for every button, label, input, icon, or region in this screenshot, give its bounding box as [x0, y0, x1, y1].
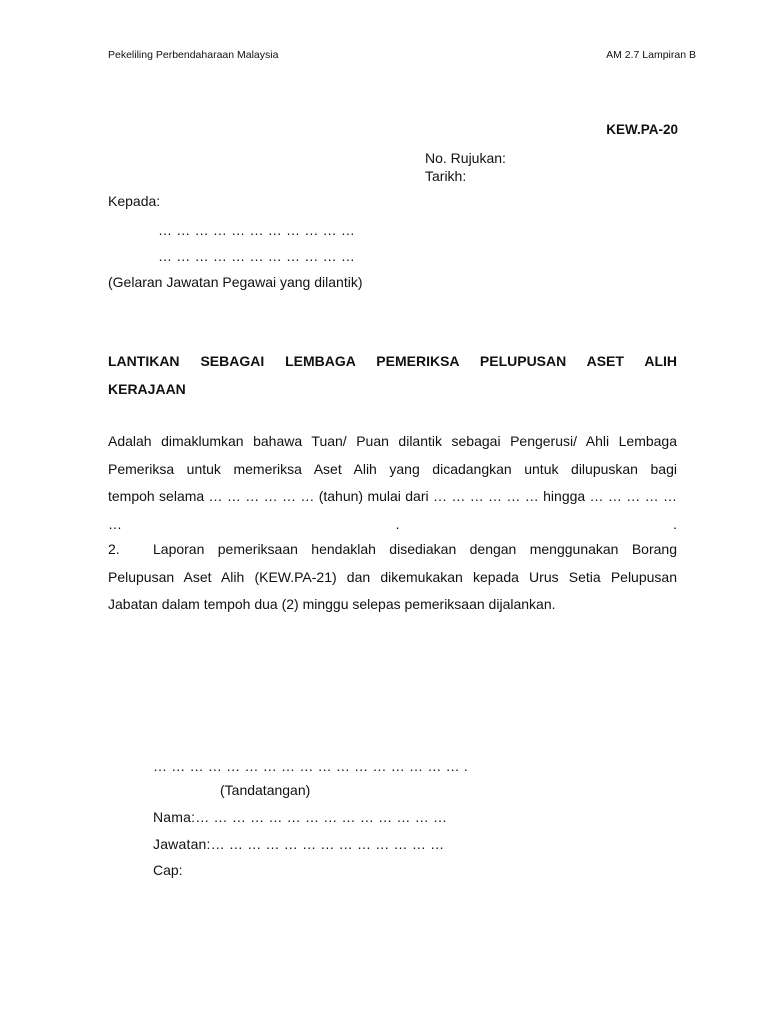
date-label: Tarikh: — [425, 168, 467, 184]
stamp-label: Cap: — [153, 862, 183, 878]
paragraph-1-line-3: tempoh selama … … … … … … (tahun) mulai dari … … … … … … hingga … … … … … … . . — [108, 488, 677, 532]
paragraph-2 — [108, 536, 677, 619]
signature-line: … … … … … … … … … … … … … … … … … . — [153, 758, 469, 774]
position-field: Jawatan:… … … … … … … … … … … … … — [153, 836, 445, 852]
document-title — [108, 348, 677, 403]
form-code: KEW.PA-20 — [606, 122, 678, 137]
recipient-label: Kepada: — [108, 193, 161, 209]
page-header-left: Pekeliling Perbendaharaan Malaysia — [108, 49, 279, 61]
signature-label: (Tandatangan) — [220, 782, 311, 798]
page-header-right: AM 2.7 Lampiran B — [606, 49, 696, 61]
paragraph-1-line-2: Pemeriksa untuk memeriksa Aset Alih yang dicadangkan untuk dilupuskan bagi — [108, 460, 677, 477]
paragraph-1-line-1: Adalah dimaklumkan bahawa Tuan/ Puan dilantik sebagai Pengerusi/ Ahli Lembaga — [108, 433, 677, 449]
reference-block — [425, 149, 506, 185]
paragraph-2-line-2: Pelupusan Aset Alih (KEW.PA-21) dan dikemukakan kepada Urus Setia Pelupusan — [108, 568, 677, 585]
document-title-line-1: LANTIKAN SEBAGAI LEMBAGA PEMERIKSA PELUPUSAN ASET ALIH — [108, 353, 677, 369]
recipient-position-title: (Gelaran Jawatan Pegawai yang dilantik) — [108, 274, 363, 290]
reference-number-label: No. Rujukan: — [425, 150, 506, 166]
recipient-line-1: … … … … … … … … … … … — [158, 222, 356, 238]
paragraph-2-line-1: Laporan pemeriksaan hendaklah disediakan dengan menggunakan Borang — [153, 541, 677, 557]
document-title-line-2: KERAJAAN — [108, 380, 186, 397]
paragraph-2-line-1-wrap — [108, 536, 677, 564]
name-field: Nama:… … … … … … … … … … … … … … — [153, 809, 448, 825]
paragraph-2-line-3: Jabatan dalam tempoh dua (2) minggu selepas pemeriksaan dijalankan. — [108, 596, 556, 612]
paragraph-2-number: 2. — [108, 541, 120, 557]
recipient-line-2: … … … … … … … … … … … — [158, 248, 356, 264]
paragraph-1 — [108, 428, 677, 538]
